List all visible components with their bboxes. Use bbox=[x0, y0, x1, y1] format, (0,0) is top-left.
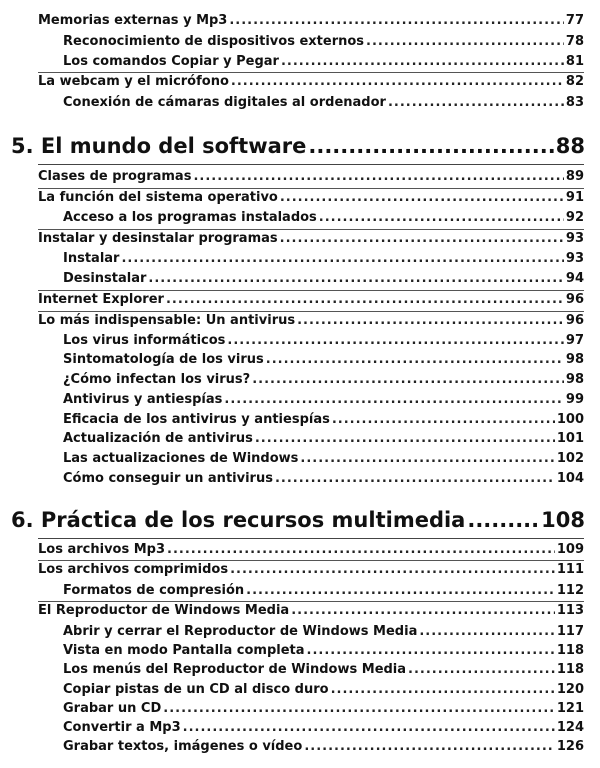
divider bbox=[38, 164, 584, 165]
dot-leader bbox=[167, 541, 555, 559]
toc-entry-page: 113 bbox=[556, 603, 584, 618]
toc-entry[interactable] bbox=[63, 700, 584, 718]
toc-entry[interactable] bbox=[63, 661, 584, 679]
chapter-title: 6. Práctica de los recursos multimedia bbox=[11, 508, 466, 532]
dot-leader bbox=[332, 411, 555, 429]
dot-leader bbox=[280, 189, 564, 207]
toc-entry-page: 83 bbox=[565, 95, 584, 110]
dot-leader bbox=[229, 12, 564, 30]
dot-leader bbox=[163, 700, 555, 718]
toc-entry-page: 96 bbox=[565, 313, 584, 328]
toc-entry-title: Los comandos Copiar y Pegar bbox=[63, 54, 279, 69]
chapter-page: 108 bbox=[541, 508, 585, 532]
dot-leader bbox=[281, 53, 564, 71]
dot-leader bbox=[291, 602, 555, 620]
toc-entry[interactable] bbox=[63, 450, 584, 468]
dot-leader bbox=[224, 391, 564, 409]
dot-leader bbox=[231, 73, 564, 91]
dot-leader bbox=[266, 351, 564, 369]
toc-entry[interactable] bbox=[63, 642, 584, 660]
toc-entry[interactable] bbox=[63, 250, 584, 268]
toc-entry-title: Los menús del Reproductor de Windows Media bbox=[63, 662, 407, 677]
toc-entry-page: 104 bbox=[556, 471, 584, 486]
toc-entry-title: Grabar un CD bbox=[63, 701, 162, 716]
toc-entry-title: Clases de programas bbox=[38, 169, 192, 184]
toc-entry-page: 101 bbox=[556, 431, 584, 446]
divider bbox=[38, 538, 584, 539]
toc-entry-title: Antivirus y antiespías bbox=[63, 392, 223, 407]
toc-entry[interactable] bbox=[63, 209, 584, 227]
toc-entry-page: 98 bbox=[565, 372, 584, 387]
dot-leader bbox=[227, 332, 563, 350]
dot-leader bbox=[307, 642, 555, 660]
toc-entry[interactable] bbox=[38, 12, 584, 30]
toc-entry-page: 120 bbox=[556, 682, 584, 697]
toc-entry-title: Instalar y desinstalar programas bbox=[38, 231, 278, 246]
dot-leader bbox=[297, 312, 564, 330]
toc-entry-page: 77 bbox=[565, 13, 584, 28]
toc-entry[interactable] bbox=[38, 312, 584, 330]
toc-entry[interactable] bbox=[63, 738, 584, 756]
chapter-heading[interactable] bbox=[11, 131, 585, 161]
toc-entry[interactable] bbox=[63, 470, 584, 488]
toc-entry-page: 121 bbox=[556, 701, 584, 716]
toc-entry-page: 91 bbox=[565, 190, 584, 205]
dot-leader bbox=[275, 470, 555, 488]
toc-entry[interactable] bbox=[38, 168, 584, 186]
toc-entry[interactable] bbox=[38, 541, 584, 559]
toc-entry[interactable] bbox=[63, 33, 584, 51]
toc-entry[interactable] bbox=[63, 371, 584, 389]
toc-entry[interactable] bbox=[63, 411, 584, 429]
toc-entry[interactable] bbox=[63, 391, 584, 409]
toc-entry-title: Conexión de cámaras digitales al ordenador bbox=[63, 95, 386, 110]
toc-entry-title: Los archivos comprimidos bbox=[38, 562, 229, 577]
toc-entry-page: 126 bbox=[556, 739, 584, 754]
dot-leader bbox=[121, 250, 563, 268]
toc-entry-title: La webcam y el micrófono bbox=[38, 74, 229, 89]
toc-entry-title: Vista en modo Pantalla completa bbox=[63, 643, 305, 658]
toc-entry-page: 118 bbox=[556, 643, 584, 658]
toc-entry-title: Eficacia de los antivirus y antiespías bbox=[63, 412, 330, 427]
toc-entry-page: 96 bbox=[565, 292, 584, 307]
toc-entry[interactable] bbox=[63, 53, 584, 71]
toc-entry-page: 109 bbox=[556, 542, 584, 557]
toc-entry-page: 92 bbox=[565, 210, 584, 225]
toc-entry-title: Actualización de antivirus bbox=[63, 431, 253, 446]
dot-leader bbox=[166, 291, 564, 309]
toc-entry-title: Cómo conseguir un antivirus bbox=[63, 471, 273, 486]
toc-entry-page: 118 bbox=[556, 662, 584, 677]
chapter-page: 88 bbox=[555, 134, 585, 158]
toc-entry-title: Sintomatología de los virus bbox=[63, 352, 264, 367]
dot-leader bbox=[280, 230, 564, 248]
toc-entry[interactable] bbox=[38, 561, 584, 579]
dot-leader bbox=[419, 623, 555, 641]
toc-entry-page: 98 bbox=[565, 352, 584, 367]
toc-entry-title: Desinstalar bbox=[63, 271, 147, 286]
toc-entry-page: 112 bbox=[556, 583, 584, 598]
toc-entry-page: 99 bbox=[565, 392, 584, 407]
toc-entry-page: 97 bbox=[565, 333, 584, 348]
dot-leader bbox=[366, 33, 564, 51]
toc-entry-page: 100 bbox=[556, 412, 584, 427]
toc-entry-page: 93 bbox=[565, 231, 584, 246]
dot-leader bbox=[388, 94, 564, 112]
toc-entry-title: Internet Explorer bbox=[38, 292, 164, 307]
toc-entry[interactable] bbox=[38, 73, 584, 91]
toc-entry-page: 89 bbox=[565, 169, 584, 184]
toc-entry-title: Memorias externas y Mp3 bbox=[38, 13, 228, 28]
dot-leader bbox=[183, 719, 555, 737]
dot-leader bbox=[255, 430, 555, 448]
dot-leader bbox=[408, 661, 555, 679]
toc-entry-title: Convertir a Mp3 bbox=[63, 720, 181, 735]
toc-entry-title: Abrir y cerrar el Reproductor de Windows Media bbox=[63, 624, 418, 639]
toc-entry[interactable] bbox=[63, 582, 584, 600]
toc-entry-page: 94 bbox=[565, 271, 584, 286]
toc-entry[interactable] bbox=[38, 189, 584, 207]
dot-leader bbox=[148, 270, 563, 288]
dot-leader bbox=[252, 371, 564, 389]
toc-entry-title: Los virus informáticos bbox=[63, 333, 226, 348]
toc-entry[interactable] bbox=[63, 270, 584, 288]
toc-entry-title: La función del sistema operativo bbox=[38, 190, 278, 205]
toc-entry-page: 93 bbox=[565, 251, 584, 266]
dot-leader bbox=[331, 681, 555, 699]
toc-entry-page: 82 bbox=[565, 74, 584, 89]
toc-entry-title: El Reproductor de Windows Media bbox=[38, 603, 290, 618]
toc-entry[interactable] bbox=[38, 602, 584, 620]
toc-entry[interactable] bbox=[63, 430, 584, 448]
dot-leader bbox=[304, 738, 555, 756]
toc-entry-page: 117 bbox=[556, 624, 584, 639]
toc-entry[interactable] bbox=[63, 351, 584, 369]
toc-entry-title: Instalar bbox=[63, 251, 120, 266]
toc-entry[interactable] bbox=[63, 681, 584, 699]
toc-entry-title: Los archivos Mp3 bbox=[38, 542, 166, 557]
toc-entry-page: 78 bbox=[565, 34, 584, 49]
dot-leader bbox=[467, 505, 539, 535]
toc-entry-page: 102 bbox=[556, 451, 584, 466]
toc-entry-title: Lo más indispensable: Un antivirus bbox=[38, 313, 296, 328]
chapter-title: 5. El mundo del software bbox=[11, 134, 307, 158]
toc-entry-title: Formatos de compresión bbox=[63, 583, 245, 598]
toc-entry-title: Copiar pistas de un CD al disco duro bbox=[63, 682, 329, 697]
toc-entry-page: 81 bbox=[565, 54, 584, 69]
dot-leader bbox=[193, 168, 563, 186]
toc-entry[interactable] bbox=[63, 332, 584, 350]
dot-leader bbox=[308, 131, 553, 161]
toc-entry[interactable] bbox=[38, 230, 584, 248]
toc-entry[interactable] bbox=[38, 291, 584, 309]
toc-entry-title: Acceso a los programas instalados bbox=[63, 210, 317, 225]
chapter-heading[interactable] bbox=[11, 505, 585, 535]
toc-entry-title: ¿Cómo infectan los virus? bbox=[63, 372, 251, 387]
toc-entry-page: 111 bbox=[556, 562, 584, 577]
dot-leader bbox=[246, 582, 555, 600]
dot-leader bbox=[300, 450, 554, 468]
toc-entry-title: Reconocimiento de dispositivos externos bbox=[63, 34, 365, 49]
toc-entry[interactable] bbox=[63, 623, 584, 641]
toc-entry[interactable] bbox=[63, 94, 584, 112]
dot-leader bbox=[230, 561, 555, 579]
toc-entry[interactable] bbox=[63, 719, 584, 737]
toc-entry-title: Grabar textos, imágenes o vídeo bbox=[63, 739, 303, 754]
toc-entry-page: 124 bbox=[556, 720, 584, 735]
toc-entry-title: Las actualizaciones de Windows bbox=[63, 451, 299, 466]
dot-leader bbox=[319, 209, 564, 227]
